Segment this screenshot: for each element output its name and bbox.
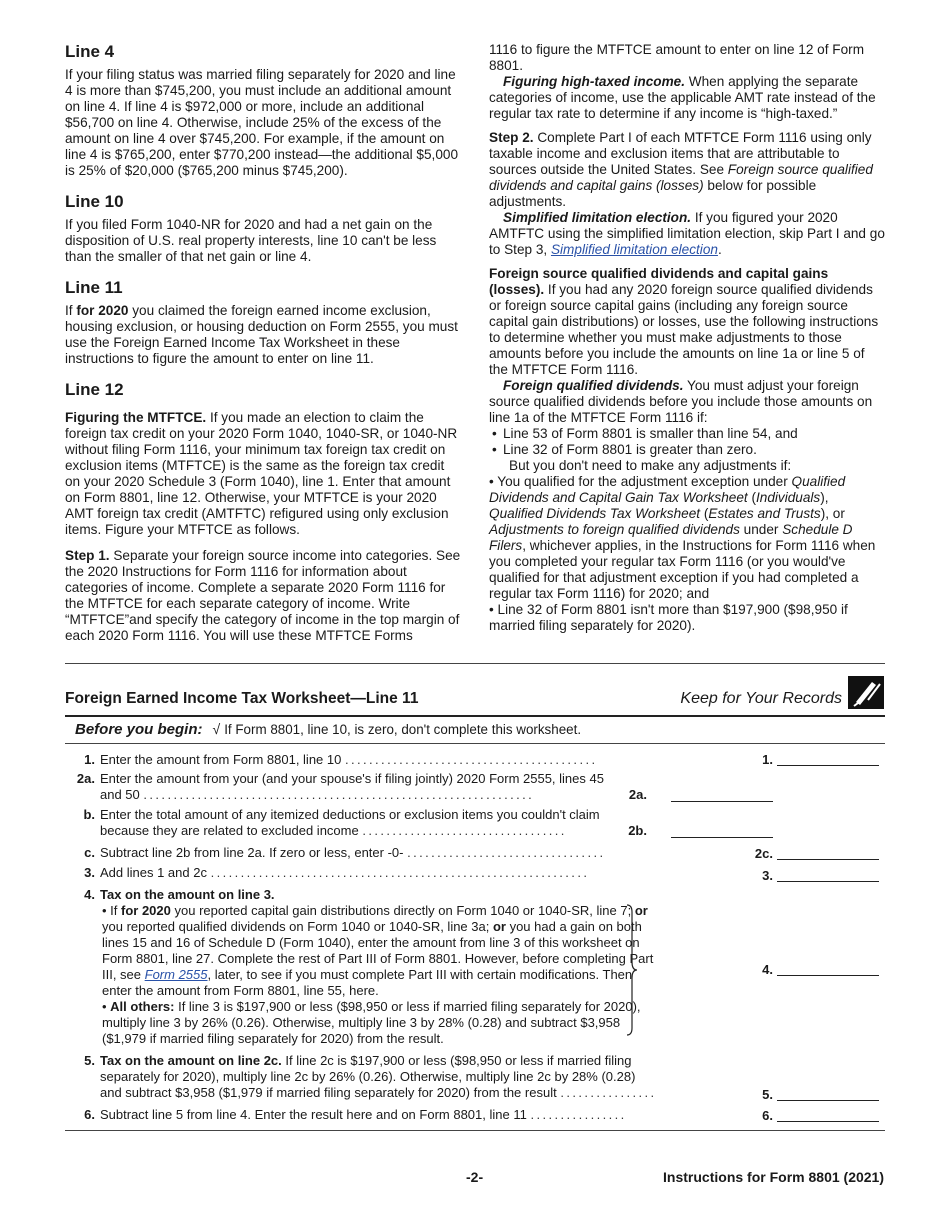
line11-heading: Line 11: [65, 278, 123, 297]
form-footer-title: Instructions for Form 8801 (2021): [663, 1169, 884, 1185]
worksheet-title: Foreign Earned Income Tax Worksheet—Line 11: [65, 690, 419, 707]
line-1-input[interactable]: [777, 765, 879, 766]
line-2a-text: Enter the amount from your (and your spouse's if filing jointly) 2020 Form 2555, lines 45 and 50 .................................................................: [100, 771, 604, 802]
line-label: 3.: [762, 868, 773, 883]
line-number: 3.: [84, 865, 95, 880]
line-4-text: Tax on the amount on line 3. • If for 2020 you reported capital gain distributions directly on Form 1040 or 1040-SR, line 7; or you reported qualified dividends on Form 1040 or 1040-SR, line 3a; or you had a gain on both lines 15 and 16 of Schedule D (Form 1040), enter the amount from line 3 of this worksheet on Form 8801, line 27. Complete the rest of Part III of Form 8801. However, before completing Part III, see Form 2555, later, to see if you must complete Part III with certain modifications. Then enter the amount from Form 8801, line 55, here. • All others: If line 3 is $197,900 or less ($98,950 or less if married filing separately for 2020), multiply line 3 by 26% (0.26). Otherwise, multiply line 3 by 28% (0.28) and subtract $3,958 ($1,979 if married filing separately for 2020) from the result.: [100, 887, 654, 1046]
page-number: -2-: [466, 1169, 484, 1185]
before-begin-rule: [65, 743, 885, 744]
line-number: c.: [84, 845, 95, 860]
line-5-input[interactable]: [777, 1100, 879, 1101]
line-6-input[interactable]: [777, 1121, 879, 1122]
line-6-text: Subtract line 5 from line 4. Enter the result here and on Form 8801, line 11 ................: [100, 1107, 627, 1122]
pen-icon: [848, 676, 884, 709]
line4-heading: Line 4: [65, 42, 115, 61]
exception-bullet-1: • You qualified for the adjustment exception under Qualified Dividends and Capital Gain Tax Worksheet (Individuals), Qualified Dividends Tax Worksheet (Estates and Trusts), or Adjustments to foreign qualified dividends under Schedule D Filers, whichever applies, in the Instructions for Form 1116 when you completed your regular tax Form 1116 (or you would've qualified for that adjustment exception if you had completed a regular tax Form 1116) for 2020; and: [489, 474, 876, 601]
line-number: b.: [83, 807, 95, 822]
checkmark-icon: √: [212, 721, 221, 737]
worksheet-bottom-rule: [65, 1130, 885, 1131]
line-1-text: Enter the amount from Form 8801, line 10 ..........................................: [100, 752, 598, 767]
section-divider: [65, 663, 885, 664]
line-2a-input[interactable]: [671, 801, 773, 802]
right-brace: [625, 904, 639, 1040]
simplified-election-text: Simplified limitation election. If you figured your 2020 AMTFTC using the simplified limitation election, skip Part I and go to Step 3, Simplified limitation election.: [489, 210, 885, 257]
line-3-text: Add lines 1 and 2c ...............................................................: [100, 865, 590, 880]
line-label: 6.: [762, 1108, 773, 1123]
line12-heading: Line 12: [65, 380, 124, 399]
line10-text: If you filed Form 1040-NR for 2020 and had a net gain on the disposition of U.S. real property interests, line 10 can't be less than the smaller of that net gain or line 4.: [65, 217, 437, 264]
continued-text: 1116 to figure the MTFTCE amount to enter on line 12 of Form 8801.: [489, 42, 865, 73]
line11-text: If for 2020 you claimed the foreign earned income exclusion, housing exclusion, or housing deduction on Form 2555, you must use the Foreign Earned Income Tax Worksheet in these instructions to figure the amount to enter on line 11.: [65, 303, 458, 366]
line-2c-input[interactable]: [777, 859, 879, 860]
line-2b-input[interactable]: [671, 837, 773, 838]
form-2555-link[interactable]: Form 2555: [144, 967, 208, 982]
step2-text: Step 2. Complete Part I of each MTFTCE Form 1116 using only taxable income and exclusion items that are attributable to sources outside the United States. See Foreign source qualified dividends and capital gains (losses) below for possible adjustments.: [489, 130, 873, 209]
foreign-dividends-text: Foreign qualified dividends. You must adjust your foreign source qualified dividends before you include those amounts on line 1a of the MTFTCE Form 1116 if:: [489, 378, 873, 425]
keep-records-label: Keep for Your Records: [680, 690, 842, 707]
line-number: 2a.: [76, 771, 95, 786]
line-label: 1.: [762, 752, 773, 767]
step1-text: Step 1. Separate your foreign source income into categories. See the 2020 Instructions for Form 1116 for information about categories of income. Complete a separate 2020 Form 1116 for the MTFTCE for each separate category of income. Write “MTFTCE”and specify the category of income in the top margin of each 2020 Form 1116. You will use these MTFTCE Forms: [65, 548, 461, 643]
line-label: 2c.: [754, 846, 773, 861]
line-number: 6.: [84, 1107, 95, 1122]
right-column: [489, 42, 885, 634]
line-5-text: Tax on the amount on line 2c. If line 2c is $197,900 or less ($98,950 or less if married filing separately for 2020), multiply line 2c by 26% (0.26). Otherwise, multiply line 2c by 28% (0.28) and subtract $3,958 ($1,979 if married filing separately for 2020) from the result ................: [100, 1053, 657, 1100]
line-4-input[interactable]: [777, 975, 879, 976]
condition-bullet-2: • Line 32 of Form 8801 is greater than zero.: [489, 442, 885, 458]
line-2b-text: Enter the total amount of any itemized deductions or exclusion items you couldn't claim because they are related to excluded income ..................................: [100, 807, 600, 838]
line-3-input[interactable]: [777, 881, 879, 882]
exception-bullet-2: • Line 32 of Form 8801 isn't more than $197,900 ($98,950 if married filing separately for 2020).: [489, 602, 848, 633]
line-number: 5.: [84, 1053, 95, 1068]
worksheet-top-rule: [65, 715, 885, 717]
before-you-begin: Before you begin: √ If Form 8801, line 10, is zero, don't complete this worksheet.: [75, 721, 582, 738]
high-taxed-text: Figuring high-taxed income. When applying the separate categories of income, use the applicable AMT rate instead of the regular tax rate to determine if any income is “high-taxed.”: [489, 74, 876, 121]
line-label: 2b.: [628, 823, 647, 838]
line-number: 1.: [84, 752, 95, 767]
line-label: 5.: [762, 1087, 773, 1102]
simplified-election-link[interactable]: Simplified limitation election: [550, 242, 718, 257]
line4-text: If your filing status was married filing separately for 2020 and line 4 is more than $745,200, you must include an additional amount on line 4. If line 4 is $972,000 or more, include an additional $56,700 on line 4. Otherwise, include 25% of the excess of the amount on line 4 over $745,200. For example, if the amount on line 4 is $765,200, enter $770,200 instead—the additional $5,000 is 25% of $20,000 ($765,200 minus $745,200).: [65, 67, 459, 178]
condition-bullet-1: • Line 53 of Form 8801 is smaller than line 54, and: [489, 426, 885, 442]
figuring-mtftce-text: Figuring the MTFTCE. If you made an election to claim the foreign tax credit on your 2020 Form 1040, 1040-SR, or 1040-NR without filing Form 1116, your minimum tax foreign tax credit on exclusion items (MTFTCE) is the same as the foreign tax credit on your 2020 Schedule 3 (Form 1040), line 1. Enter that amount on Form 8801, line 12. Otherwise, your MTFTCE is your 2020 AMT foreign tax credit (AMTFTC) refigured using only exclusion items. Figure your MTFTCE as follows.: [65, 410, 458, 537]
line-number: 4.: [84, 887, 95, 902]
left-column: [65, 42, 461, 644]
line-label: 2a.: [628, 787, 647, 802]
but-text: But you don't need to make any adjustments if:: [509, 458, 792, 473]
foreign-source-text: Foreign source qualified dividends and capital gains (losses). If you had any 2020 foreign source qualified dividends or foreign source capital gains (including any foreign source capital gain distributions) or losses, use the following instructions to determine whether you must make adjustments to those amounts before you include the amounts on line 1a or line 5 of the MTFTCE Form 1116.: [489, 266, 879, 377]
line-2c-text: Subtract line 2b from line 2a. If zero or less, enter -0- .................................: [100, 845, 606, 860]
line10-heading: Line 10: [65, 192, 124, 211]
line-label: 4.: [762, 962, 773, 977]
